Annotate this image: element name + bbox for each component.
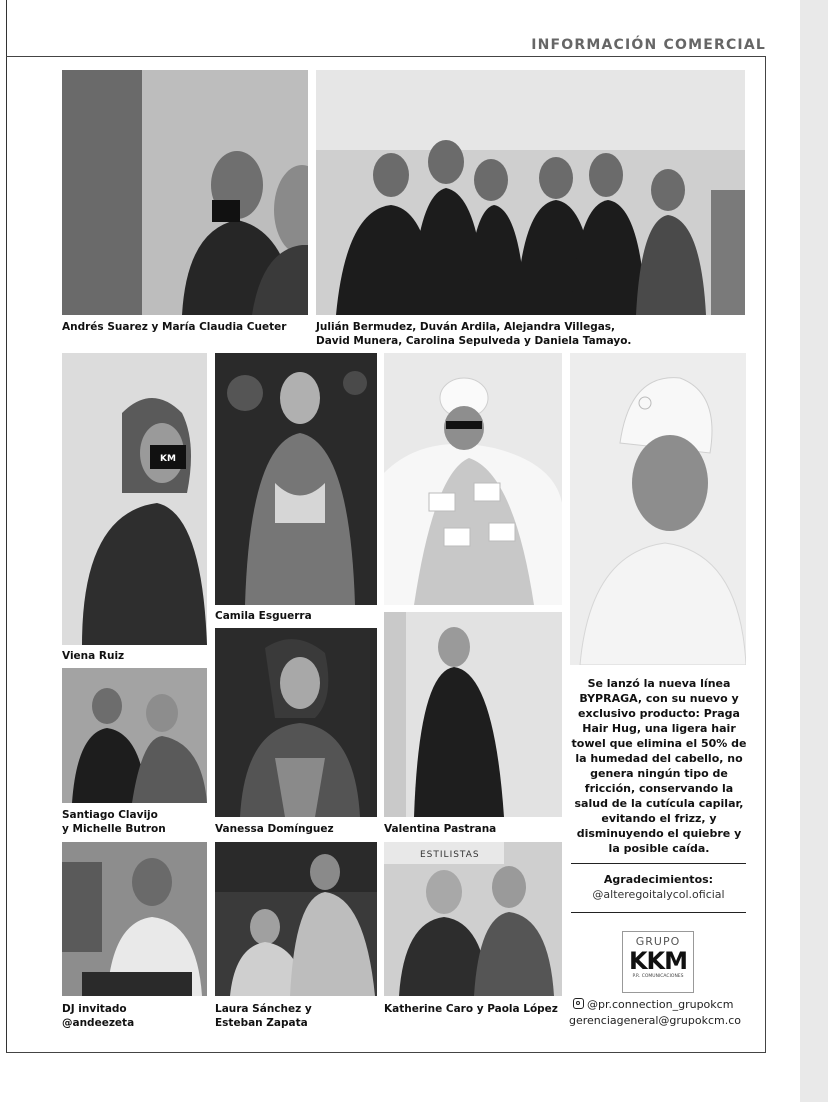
frame-top-rule bbox=[6, 56, 766, 57]
frame-bottom-rule bbox=[6, 1052, 766, 1053]
photo-dj bbox=[62, 842, 207, 996]
estilistas-sign: ESTILISTAS bbox=[420, 850, 480, 860]
caption-5-line1: Santiago Clavijo bbox=[62, 809, 158, 821]
caption-8-line2: @andeezeta bbox=[62, 1017, 135, 1029]
thanks-handle: @alteregoitalycol.oficial bbox=[592, 888, 725, 901]
instagram-icon bbox=[573, 998, 584, 1009]
photo-towel-model bbox=[570, 353, 746, 665]
photo-viena-ruiz bbox=[62, 353, 207, 645]
frame-right-rule bbox=[765, 56, 766, 1053]
caption-1: Andrés Suarez y María Claudia Cueter bbox=[62, 321, 287, 333]
section-header: INFORMACIÓN COMERCIAL bbox=[531, 37, 766, 53]
photo-group bbox=[316, 70, 745, 315]
photo-bathtub bbox=[384, 353, 562, 605]
divider-bottom bbox=[571, 912, 746, 913]
caption-6: Vanessa Domínguez bbox=[215, 823, 334, 835]
instagram-contact[interactable] bbox=[573, 998, 753, 1011]
caption-10: Katherine Caro y Paola López bbox=[384, 1003, 558, 1015]
caption-2-line1: Julián Bermudez, Duván Ardila, Alejandra Villegas, bbox=[316, 321, 616, 333]
caption-2-line2: David Munera, Carolina Sepulveda y Daniela Tamayo. bbox=[316, 335, 632, 347]
photo-vanessa-dominguez bbox=[215, 628, 377, 817]
caption-3: Viena Ruiz bbox=[62, 650, 125, 662]
caption-9-line2: Esteban Zapata bbox=[215, 1017, 308, 1029]
caption-9-line1: Laura Sánchez y bbox=[215, 1003, 312, 1015]
logo-main-text: KKM bbox=[628, 947, 688, 975]
instagram-handle: @pr.connection_grupokcm bbox=[587, 998, 734, 1011]
logo-sub-text: P.R. COMUNICACIONES bbox=[632, 974, 684, 979]
page-edge bbox=[800, 0, 828, 1102]
photo-santiago-michelle bbox=[62, 668, 207, 803]
product-description: Se lanzó la nueva línea BYPRAGA, con su nuevo y exclusivo producto: Praga Hair Hug, una ligera hair towel que elimina el 50% de la humedad del cabello, no genera ningún tipo de fricción, conservando la salud de la cutícula capilar, evitando el frizz, y disminuyendo el quiebre y la posible caída. bbox=[571, 677, 747, 855]
grupo-kcm-logo bbox=[622, 931, 694, 993]
caption-8-line1: DJ invitado bbox=[62, 1003, 127, 1015]
photo-andres-maria bbox=[62, 70, 308, 315]
photo-camila-esguerra bbox=[215, 353, 377, 605]
logo-top-text: GRUPO bbox=[635, 935, 681, 948]
caption-4: Camila Esguerra bbox=[215, 610, 312, 622]
divider-top bbox=[571, 863, 746, 864]
photo-valentina-pastrana bbox=[384, 612, 562, 817]
email-contact[interactable]: gerenciageneral@grupokcm.co bbox=[569, 1014, 742, 1027]
caption-5-line2: y Michelle Butron bbox=[62, 823, 166, 835]
caption-7: Valentina Pastrana bbox=[384, 823, 497, 835]
frame-left-rule bbox=[6, 0, 7, 1052]
thanks-title: Agradecimientos: bbox=[603, 873, 714, 886]
mic-flag-text: KM bbox=[160, 454, 176, 464]
photo-laura-esteban bbox=[215, 842, 377, 996]
photo-katherine-paola bbox=[384, 842, 562, 996]
